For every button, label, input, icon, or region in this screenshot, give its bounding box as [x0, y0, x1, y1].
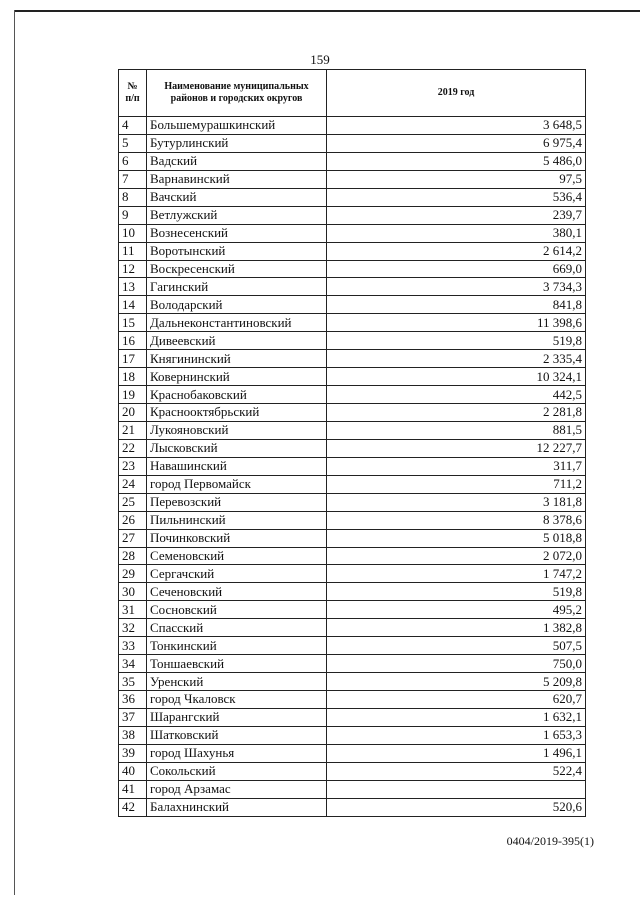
row-number: 26 [119, 511, 147, 529]
row-name: Починковский [147, 529, 327, 547]
row-name: Дальнеконстантиновский [147, 314, 327, 332]
row-name: Тонкинский [147, 637, 327, 655]
row-name: Семеновский [147, 547, 327, 565]
row-name: город Шахунья [147, 744, 327, 762]
table-row [119, 368, 586, 386]
row-value: 10 324,1 [327, 368, 586, 386]
table-row [119, 117, 586, 135]
row-number: 18 [119, 368, 147, 386]
table-row [119, 296, 586, 314]
table-row [119, 762, 586, 780]
table-row [119, 798, 586, 816]
subsidy-table [118, 69, 586, 817]
row-number: 29 [119, 565, 147, 583]
row-value: 3 734,3 [327, 278, 586, 296]
row-number: 12 [119, 260, 147, 278]
row-value: 2 072,0 [327, 547, 586, 565]
row-number: 30 [119, 583, 147, 601]
table-row [119, 314, 586, 332]
row-name: город Первомайск [147, 475, 327, 493]
row-value: 1 632,1 [327, 708, 586, 726]
table-row [119, 583, 586, 601]
row-number: 41 [119, 780, 147, 798]
table-row [119, 691, 586, 709]
row-name: Ветлужский [147, 206, 327, 224]
row-number: 37 [119, 708, 147, 726]
table-row [119, 493, 586, 511]
table-row [119, 278, 586, 296]
table-row [119, 332, 586, 350]
row-number: 34 [119, 655, 147, 673]
row-value: 750,0 [327, 655, 586, 673]
row-value: 507,5 [327, 637, 586, 655]
row-name: Воротынский [147, 242, 327, 260]
row-name: Сосновский [147, 601, 327, 619]
row-number: 21 [119, 421, 147, 439]
row-number: 28 [119, 547, 147, 565]
row-number: 23 [119, 457, 147, 475]
row-value: 442,5 [327, 386, 586, 404]
row-value: 12 227,7 [327, 439, 586, 457]
row-name: Дивеевский [147, 332, 327, 350]
row-value: 5 209,8 [327, 673, 586, 691]
table-row [119, 188, 586, 206]
row-number: 9 [119, 206, 147, 224]
table-row [119, 206, 586, 224]
row-name: Бутурлинский [147, 134, 327, 152]
row-name: Спасский [147, 619, 327, 637]
row-name: Гагинский [147, 278, 327, 296]
row-number: 33 [119, 637, 147, 655]
table-row [119, 260, 586, 278]
row-number: 31 [119, 601, 147, 619]
table-row [119, 637, 586, 655]
row-name: Балахнинский [147, 798, 327, 816]
row-value: 1 653,3 [327, 726, 586, 744]
row-name: Навашинский [147, 457, 327, 475]
table-row [119, 619, 586, 637]
row-name: Краснооктябрьский [147, 404, 327, 422]
row-number: 22 [119, 439, 147, 457]
table-body [119, 117, 586, 817]
table-row [119, 547, 586, 565]
row-name: Вадский [147, 152, 327, 170]
row-number: 8 [119, 188, 147, 206]
row-value [327, 780, 586, 798]
row-value: 536,4 [327, 188, 586, 206]
row-name: город Арзамас [147, 780, 327, 798]
row-number: 40 [119, 762, 147, 780]
row-name: Лысковский [147, 439, 327, 457]
row-value: 8 378,6 [327, 511, 586, 529]
row-value: 669,0 [327, 260, 586, 278]
table-row [119, 170, 586, 188]
row-number: 35 [119, 673, 147, 691]
row-number: 14 [119, 296, 147, 314]
row-value: 5 486,0 [327, 152, 586, 170]
row-number: 13 [119, 278, 147, 296]
row-name: Воскресенский [147, 260, 327, 278]
page-number: 159 [310, 52, 330, 67]
row-name: Перевозский [147, 493, 327, 511]
page-left-border [14, 10, 15, 895]
row-number: 38 [119, 726, 147, 744]
table-row [119, 529, 586, 547]
row-value: 5 018,8 [327, 529, 586, 547]
header-num: № п/п [119, 70, 147, 117]
document-code: 0404/2019-395(1) [506, 834, 594, 848]
row-number: 19 [119, 386, 147, 404]
row-value: 11 398,6 [327, 314, 586, 332]
row-number: 24 [119, 475, 147, 493]
row-name: Шатковский [147, 726, 327, 744]
row-name: Володарский [147, 296, 327, 314]
row-value: 1 382,8 [327, 619, 586, 637]
row-number: 5 [119, 134, 147, 152]
table-header-row [119, 70, 586, 117]
row-value: 519,8 [327, 332, 586, 350]
table-row [119, 350, 586, 368]
row-name: Шарангский [147, 708, 327, 726]
row-number: 36 [119, 691, 147, 709]
table-row [119, 421, 586, 439]
row-value: 522,4 [327, 762, 586, 780]
row-value: 881,5 [327, 421, 586, 439]
row-number: 25 [119, 493, 147, 511]
row-value: 3 648,5 [327, 117, 586, 135]
row-number: 4 [119, 117, 147, 135]
row-number: 17 [119, 350, 147, 368]
header-year: 2019 год [327, 70, 586, 117]
row-name: Варнавинский [147, 170, 327, 188]
row-value: 97,5 [327, 170, 586, 188]
table-row [119, 404, 586, 422]
page-top-border [14, 10, 640, 12]
row-value: 1 747,2 [327, 565, 586, 583]
table-row [119, 475, 586, 493]
row-name: Пильнинский [147, 511, 327, 529]
row-value: 3 181,8 [327, 493, 586, 511]
table-row [119, 511, 586, 529]
row-number: 16 [119, 332, 147, 350]
row-value: 239,7 [327, 206, 586, 224]
row-value: 311,7 [327, 457, 586, 475]
row-name: Вачский [147, 188, 327, 206]
row-value: 380,1 [327, 224, 586, 242]
table-row [119, 152, 586, 170]
row-name: Тоншаевский [147, 655, 327, 673]
table-row [119, 224, 586, 242]
row-value: 2 614,2 [327, 242, 586, 260]
table-row [119, 726, 586, 744]
row-value: 841,8 [327, 296, 586, 314]
row-number: 7 [119, 170, 147, 188]
row-number: 32 [119, 619, 147, 637]
header-name: Наименование муниципальных районов и городских округов [147, 70, 327, 117]
row-value: 2 335,4 [327, 350, 586, 368]
row-number: 11 [119, 242, 147, 260]
row-name: Ковернинский [147, 368, 327, 386]
table-row [119, 457, 586, 475]
table-row [119, 439, 586, 457]
row-name: Сокольский [147, 762, 327, 780]
row-name: Большемурашкинский [147, 117, 327, 135]
row-name: Сергачский [147, 565, 327, 583]
row-value: 711,2 [327, 475, 586, 493]
table-row [119, 134, 586, 152]
row-name: Уренский [147, 673, 327, 691]
table-row [119, 780, 586, 798]
table-row [119, 601, 586, 619]
row-number: 42 [119, 798, 147, 816]
row-name: Княгининский [147, 350, 327, 368]
table-row [119, 242, 586, 260]
row-number: 6 [119, 152, 147, 170]
row-name: город Чкаловск [147, 691, 327, 709]
row-name: Сеченовский [147, 583, 327, 601]
row-number: 20 [119, 404, 147, 422]
row-name: Краснобаковский [147, 386, 327, 404]
row-value: 495,2 [327, 601, 586, 619]
table-row [119, 744, 586, 762]
row-value: 520,6 [327, 798, 586, 816]
row-number: 27 [119, 529, 147, 547]
table-row [119, 673, 586, 691]
row-name: Лукояновский [147, 421, 327, 439]
table-row [119, 565, 586, 583]
row-number: 10 [119, 224, 147, 242]
row-name: Вознесенский [147, 224, 327, 242]
table-row [119, 386, 586, 404]
table-row [119, 708, 586, 726]
row-value: 1 496,1 [327, 744, 586, 762]
row-number: 15 [119, 314, 147, 332]
row-value: 519,8 [327, 583, 586, 601]
row-value: 2 281,8 [327, 404, 586, 422]
table-row [119, 655, 586, 673]
row-number: 39 [119, 744, 147, 762]
row-value: 6 975,4 [327, 134, 586, 152]
row-value: 620,7 [327, 691, 586, 709]
